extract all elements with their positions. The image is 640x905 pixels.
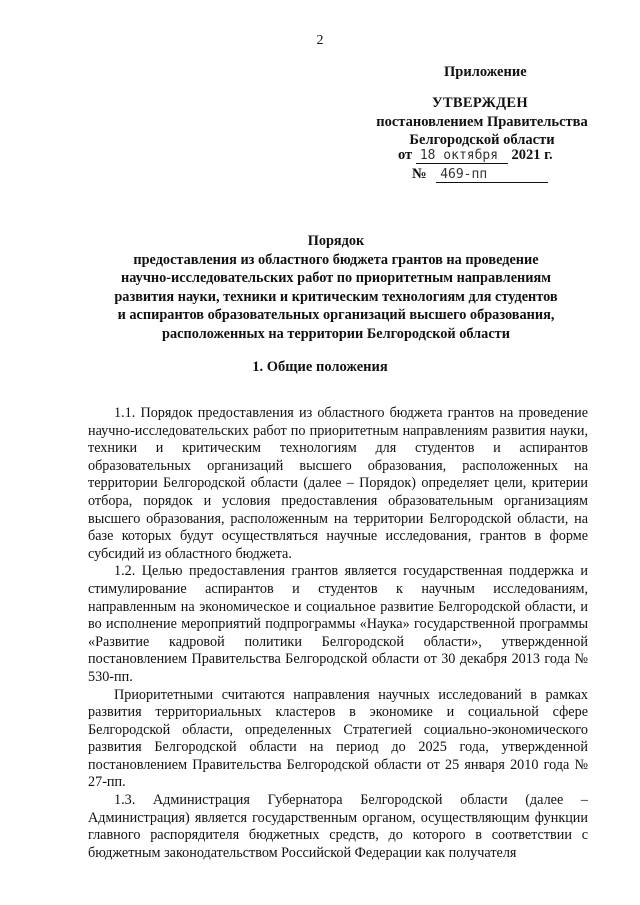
page-number: 2	[316, 33, 324, 48]
decree-year: 2021 г.	[511, 147, 553, 163]
paragraph-priority: Приоритетными считаются направления научных исследований в рамках развития территориальных кластеров в экономике и социальной сфере Белгородской области, определенных Стратегией социально-экономического развития Белгородской области на период до 2025 года, утвержденной постановлением Правительства Белгородской области от 25 января 2010 года № 27-пп.	[88, 686, 588, 791]
title-line: расположенных на территории Белгородской области	[162, 325, 510, 342]
number-prefix: №	[412, 166, 427, 182]
paragraph-1-2: 1.2. Целью предоставления грантов является государственная поддержка и стимулирование аспирантов и студентов к научным исследованиям, направленным на экономическое и социальное развитие Белгородской области, и во исполнение мероприятий подпрограммы «Наука» государственной программы «Развитие кадровой политики Белгородской области», утвержденной постановлением Правительства Белгородской области от 30 декабря 2013 года № 530-пп.	[88, 563, 588, 685]
date-prefix: от	[398, 147, 413, 163]
decree-line: постановлением Правительства	[376, 114, 588, 130]
title-heading: Порядок	[307, 233, 365, 249]
title-line: предоставления из областного бюджета грантов на проведение	[133, 251, 539, 268]
section-heading: 1. Общие положения	[252, 359, 388, 375]
title-line: научно-исследовательских работ по приоритетным направлениям	[121, 270, 551, 286]
decree-block	[376, 113, 588, 149]
title-line: развития науки, техники и критическим технологиям для студентов	[114, 288, 558, 305]
paragraph-1-3: 1.3. Администрация Губернатора Белгородской области (далее – Администрация) является государственным органом, осуществляющим функции главного распорядителя бюджетных средств, до которого в соответствии с бюджетным законодательством Российской Федерации как получателя	[88, 792, 588, 861]
document-body	[88, 405, 588, 862]
approved-label: УТВЕРЖДЕН	[432, 95, 528, 111]
decree-line: Белгородской области	[409, 132, 555, 148]
title-line: и аспирантов образовательных организаций высшего образования,	[117, 307, 555, 323]
handwritten-number: 469-пп	[436, 167, 548, 183]
decree-date-line	[398, 147, 553, 164]
handwritten-date: 18 октября	[416, 148, 508, 164]
appendix-label: Приложение	[444, 64, 527, 80]
paragraph-1-1: 1.1. Порядок предоставления из областного бюджета грантов на проведение научно-исследовательских работ по приоритетным направлениям развития науки, техники и критическим технологиям для студентов и аспирантов образовательных организаций высшего образования, расположенных на территории Белгородской области (далее – Порядок) определяет цели, критерии отбора, порядок и условия предоставления образовательным организациям высшего образования, расположенным на территории Белгородской области, на базе которых будут осуществляться научные исследования, грантов в форме субсидий из областного бюджета.	[88, 405, 588, 562]
document-title	[100, 232, 572, 343]
decree-number-line	[412, 166, 548, 183]
